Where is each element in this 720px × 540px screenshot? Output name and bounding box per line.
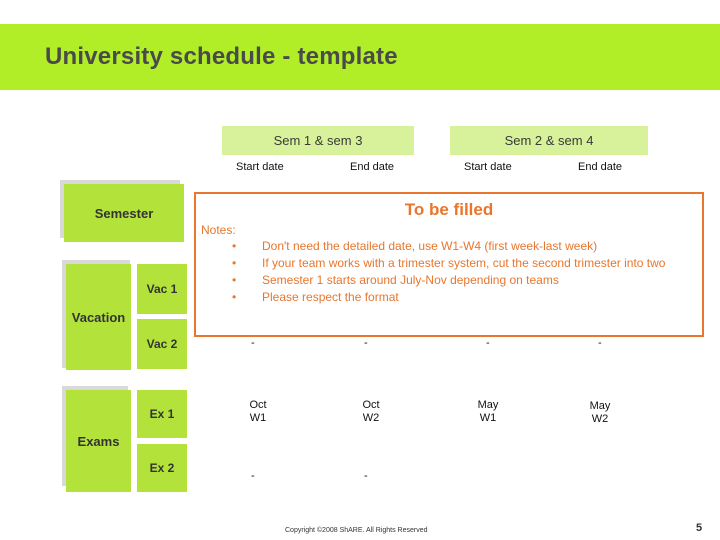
note-text: If your team works with a trimester system, cut the second trimester into two (262, 256, 666, 270)
vac2-sem2-start: - (486, 337, 490, 349)
ex2-sem1-end: - (364, 470, 368, 482)
note-box-title: To be filled (404, 200, 494, 219)
page-title: University schedule - template (45, 43, 398, 70)
bullet-icon: • (232, 239, 237, 253)
ex1-sem2-start-week: W1 (479, 412, 497, 424)
sem1-start-date-label: Start date (236, 161, 284, 173)
ex1-sem1-end (357, 399, 385, 425)
ex2-sem1-start: - (251, 470, 255, 482)
sem2-start-date-label: Start date (464, 161, 512, 173)
note-item (216, 272, 696, 289)
sem-2-4-header: Sem 2 & sem 4 (450, 126, 648, 155)
note-item (216, 255, 696, 272)
vac-1-label: Vac 1 (137, 264, 187, 314)
note-item (216, 238, 696, 255)
ex1-sem2-end-month: May (589, 400, 611, 412)
sem2-end-date-label: End date (578, 161, 623, 173)
note-text: Semester 1 starts around July-Nov depending on teams (262, 273, 559, 287)
page-number: 5 (696, 522, 703, 534)
ex1-sem1-end-week: W2 (362, 412, 380, 424)
note-text: Don't need the detailed date, use W1-W4 (first week-last week) (262, 239, 598, 253)
to-be-filled-note-box (194, 192, 704, 337)
vac2-sem1-end: - (364, 337, 368, 349)
ex1-sem2-end-week: W2 (591, 413, 609, 425)
ex1-sem1-end-month: Oct (362, 399, 380, 411)
vacation-row-label: Vacation (66, 264, 131, 370)
ex1-sem1-start (244, 399, 272, 425)
vac2-sem1-start: - (251, 337, 255, 349)
bullet-icon: • (232, 256, 237, 270)
notes-list (216, 238, 696, 306)
bullet-icon: • (232, 273, 237, 287)
exams-row-label: Exams (66, 390, 131, 492)
sem-1-3-header: Sem 1 & sem 3 (222, 126, 414, 155)
ex-1-label: Ex 1 (137, 390, 187, 438)
semester-row-label: Semester (64, 184, 184, 242)
bullet-icon: • (232, 290, 237, 304)
ex1-sem2-start (473, 399, 503, 425)
notes-label: Notes: (201, 223, 236, 237)
ex1-sem1-start-month: Oct (249, 399, 267, 411)
ex1-sem1-start-week: W1 (249, 412, 267, 424)
vac2-sem2-end: - (598, 337, 602, 349)
ex-2-label: Ex 2 (137, 444, 187, 492)
sem1-end-date-label: End date (350, 161, 395, 173)
note-item (216, 289, 696, 306)
note-text: Please respect the format (262, 290, 399, 304)
vac-2-label: Vac 2 (137, 319, 187, 369)
copyright-notice: Copyright ©2008 ShARE. All Rights Reserved (285, 527, 428, 534)
ex1-sem2-start-month: May (477, 399, 499, 411)
ex1-sem2-end (585, 400, 615, 426)
